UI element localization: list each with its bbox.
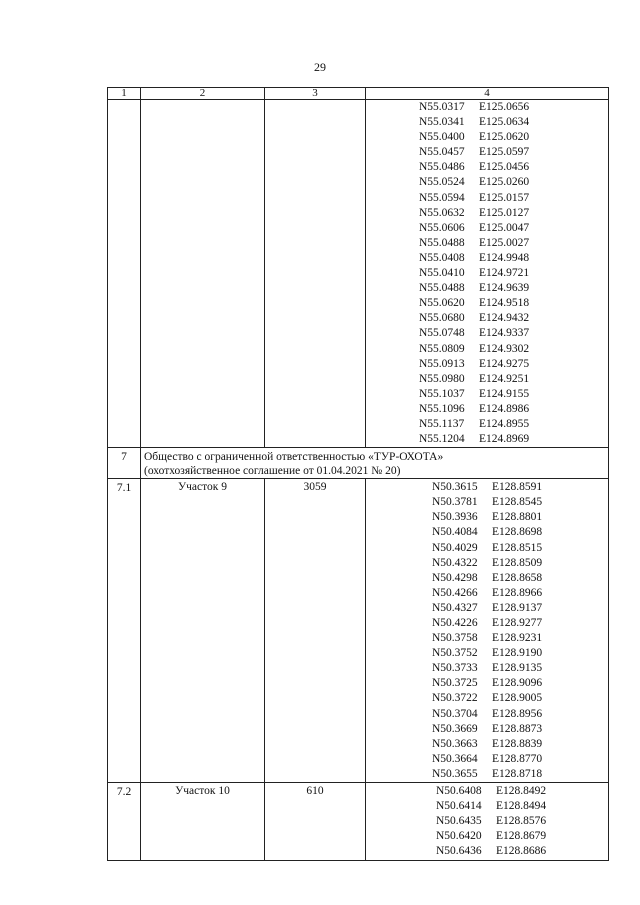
longitude: E128.8679	[496, 830, 547, 843]
coordinate-pair	[419, 387, 608, 402]
longitude: E124.8986	[479, 402, 530, 415]
coordinate-pair	[432, 646, 608, 661]
latitude: N55.1096	[419, 402, 465, 415]
longitude: E124.9155	[479, 387, 530, 400]
latitude: N50.6436	[436, 845, 482, 858]
coordinate-pair	[419, 326, 608, 341]
longitude: E124.8955	[479, 417, 530, 430]
row-number: 7	[108, 448, 141, 479]
longitude: E125.0456	[479, 161, 530, 174]
latitude: N50.4298	[432, 571, 478, 584]
coordinate-pair	[419, 100, 608, 115]
coordinate-pair	[419, 342, 608, 357]
latitude: N50.3655	[432, 767, 478, 780]
latitude: N50.3725	[432, 677, 478, 690]
longitude: E128.8801	[492, 511, 543, 524]
row-number: 7.2	[108, 783, 141, 860]
coordinate-pair	[432, 510, 608, 525]
latitude: N50.3704	[432, 707, 478, 720]
latitude: N55.1204	[419, 433, 465, 446]
longitude: E128.8966	[492, 586, 543, 599]
latitude: N55.0809	[419, 342, 465, 355]
longitude: E128.8576	[496, 815, 547, 828]
coordinate-pair	[436, 784, 608, 799]
latitude: N50.4226	[432, 617, 478, 629]
organization-name: Общество с ограниченной ответственностью «ТУР-ОХОТА»	[144, 451, 444, 464]
header-col-2: 2	[141, 88, 265, 100]
coordinates-table	[107, 87, 609, 861]
coordinate-pair	[419, 191, 608, 206]
latitude: N55.0748	[419, 327, 465, 340]
cell-empty	[108, 100, 141, 448]
longitude: E128.8873	[492, 722, 543, 735]
longitude: E128.9096	[492, 677, 543, 690]
latitude: N50.6420	[436, 830, 482, 843]
latitude: N50.6435	[436, 815, 482, 828]
longitude: E128.9190	[492, 647, 543, 660]
table-row-plot	[108, 783, 609, 860]
coordinate-pair	[419, 160, 608, 175]
header-col-1: 1	[108, 88, 141, 100]
longitude: E128.8698	[492, 526, 543, 539]
longitude: E125.0656	[479, 101, 530, 113]
table-row-organization	[108, 448, 609, 479]
coordinates-cell	[366, 479, 609, 783]
longitude: E125.0127	[479, 206, 530, 219]
longitude: E128.9137	[492, 601, 543, 614]
latitude: N55.0400	[419, 131, 465, 144]
coordinate-pair	[419, 251, 608, 266]
coordinate-pair	[419, 206, 608, 221]
coordinate-pair	[419, 221, 608, 236]
plot-area: 3059	[265, 479, 366, 783]
latitude: N55.0317	[419, 101, 465, 113]
coordinate-pair	[436, 799, 608, 814]
cell-empty	[141, 100, 265, 448]
longitude: E128.9231	[492, 632, 543, 645]
longitude: E124.9948	[479, 251, 530, 264]
latitude: N55.0488	[419, 282, 465, 295]
longitude: E128.8492	[496, 785, 547, 798]
row-number: 7.1	[108, 479, 141, 783]
longitude: E124.8969	[479, 433, 530, 446]
longitude: E125.0597	[479, 146, 530, 159]
latitude: N50.3752	[432, 647, 478, 660]
latitude: N55.0594	[419, 191, 465, 204]
longitude: E128.9005	[492, 692, 543, 705]
coordinate-pair	[432, 586, 608, 601]
latitude: N50.3936	[432, 511, 478, 524]
latitude: N55.0486	[419, 161, 465, 174]
coordinate-list	[366, 783, 608, 859]
plot-name: Участок 9	[141, 479, 265, 783]
plot-name: Участок 10	[141, 783, 265, 860]
latitude: N50.4029	[432, 541, 478, 554]
latitude: N50.4322	[432, 556, 478, 569]
coordinate-pair	[432, 661, 608, 676]
longitude: E124.9639	[479, 282, 530, 295]
header-col-3: 3	[265, 88, 366, 100]
longitude: E128.8770	[492, 752, 543, 765]
coordinate-pair	[432, 525, 608, 540]
coordinate-pair	[419, 175, 608, 190]
longitude: E124.9721	[479, 267, 530, 280]
latitude: N50.3758	[432, 632, 478, 645]
coordinate-pair	[419, 145, 608, 160]
latitude: N55.0632	[419, 206, 465, 219]
latitude: N55.0620	[419, 297, 465, 310]
longitude: E125.0620	[479, 131, 530, 144]
longitude: E128.8718	[492, 767, 543, 780]
page-number: 29	[314, 60, 326, 74]
latitude: N50.3664	[432, 752, 478, 765]
coordinate-pair	[432, 752, 608, 767]
latitude: N55.0341	[419, 116, 465, 129]
coordinate-pair	[419, 432, 608, 447]
latitude: N55.0524	[419, 176, 465, 189]
latitude: N55.0410	[419, 267, 465, 280]
table-row-plot	[108, 479, 609, 783]
coordinate-pair	[419, 281, 608, 296]
coordinate-pair	[432, 691, 608, 706]
table-header-row	[108, 88, 609, 100]
coordinate-pair	[432, 556, 608, 571]
latitude: N50.3669	[432, 722, 478, 735]
longitude: E124.9518	[479, 297, 530, 310]
latitude: N55.0606	[419, 221, 465, 234]
latitude: N55.0457	[419, 146, 465, 159]
coordinate-pair	[432, 571, 608, 586]
longitude: E128.9277	[492, 617, 543, 629]
coordinates-cell	[366, 100, 609, 448]
longitude: E128.8686	[496, 845, 547, 858]
longitude: E125.0027	[479, 236, 530, 249]
longitude: E125.0260	[479, 176, 530, 189]
coordinate-pair	[419, 311, 608, 326]
coordinate-pair	[432, 676, 608, 691]
coordinate-pair	[419, 357, 608, 372]
coordinate-pair	[419, 296, 608, 311]
latitude: N55.0980	[419, 372, 465, 385]
coordinate-pair	[419, 236, 608, 251]
longitude: E128.8509	[492, 556, 543, 569]
latitude: N50.3663	[432, 737, 478, 750]
plot-area: 610	[265, 783, 366, 860]
longitude: E128.8494	[496, 800, 547, 813]
coordinate-pair	[436, 814, 608, 829]
coordinate-pair	[419, 130, 608, 145]
coordinates-cell	[366, 783, 609, 860]
latitude: N55.1137	[419, 417, 465, 430]
latitude: N55.0408	[419, 251, 465, 264]
longitude: E128.8515	[492, 541, 543, 554]
cell-empty	[265, 100, 366, 448]
latitude: N55.0488	[419, 236, 465, 249]
longitude: E128.8839	[492, 737, 543, 750]
latitude: N50.4266	[432, 586, 478, 599]
longitude: E128.8545	[492, 496, 543, 509]
longitude: E128.9135	[492, 662, 543, 675]
latitude: N50.6414	[436, 800, 482, 813]
latitude: N50.6408	[436, 785, 482, 798]
latitude: N55.0913	[419, 357, 465, 370]
coordinate-pair	[432, 495, 608, 510]
coordinate-pair	[419, 417, 608, 432]
coordinate-pair	[419, 372, 608, 387]
longitude: E124.9275	[479, 357, 530, 370]
latitude: N50.3615	[432, 481, 478, 494]
coordinate-pair	[432, 480, 608, 495]
agreement-reference: (охотхозяйственное соглашение от 01.04.2021 № 20)	[144, 465, 401, 478]
coordinate-pair	[436, 829, 608, 844]
longitude: E128.8591	[492, 481, 543, 494]
header-col-4: 4	[366, 88, 609, 100]
coordinate-pair	[432, 767, 608, 782]
longitude: E128.8658	[492, 571, 543, 584]
coordinate-pair	[419, 402, 608, 417]
coordinate-list	[366, 100, 608, 447]
coordinate-pair	[432, 601, 608, 616]
longitude: E128.8956	[492, 707, 543, 720]
latitude: N50.4327	[432, 601, 478, 614]
coordinate-pair	[432, 707, 608, 722]
coordinate-pair	[432, 541, 608, 556]
longitude: E124.9432	[479, 312, 530, 325]
table-row-continuation	[108, 100, 609, 448]
coordinate-pair	[419, 115, 608, 130]
longitude: E125.0157	[479, 191, 530, 204]
latitude: N55.0680	[419, 312, 465, 325]
coordinate-pair	[432, 616, 608, 631]
latitude: N50.3733	[432, 662, 478, 675]
organization-cell	[141, 448, 609, 479]
longitude: E124.9337	[479, 327, 530, 340]
coordinate-pair	[432, 631, 608, 646]
coordinate-pair	[432, 737, 608, 752]
latitude: N55.1037	[419, 387, 465, 400]
latitude: N50.3722	[432, 692, 478, 705]
latitude: N50.4084	[432, 526, 478, 539]
coordinate-list	[366, 479, 608, 782]
longitude: E124.9302	[479, 342, 530, 355]
longitude: E125.0634	[479, 116, 530, 129]
longitude: E125.0047	[479, 221, 530, 234]
coordinate-pair	[432, 722, 608, 737]
longitude: E124.9251	[479, 372, 530, 385]
coordinate-pair	[419, 266, 608, 281]
latitude: N50.3781	[432, 496, 478, 509]
coordinate-pair	[436, 844, 608, 859]
